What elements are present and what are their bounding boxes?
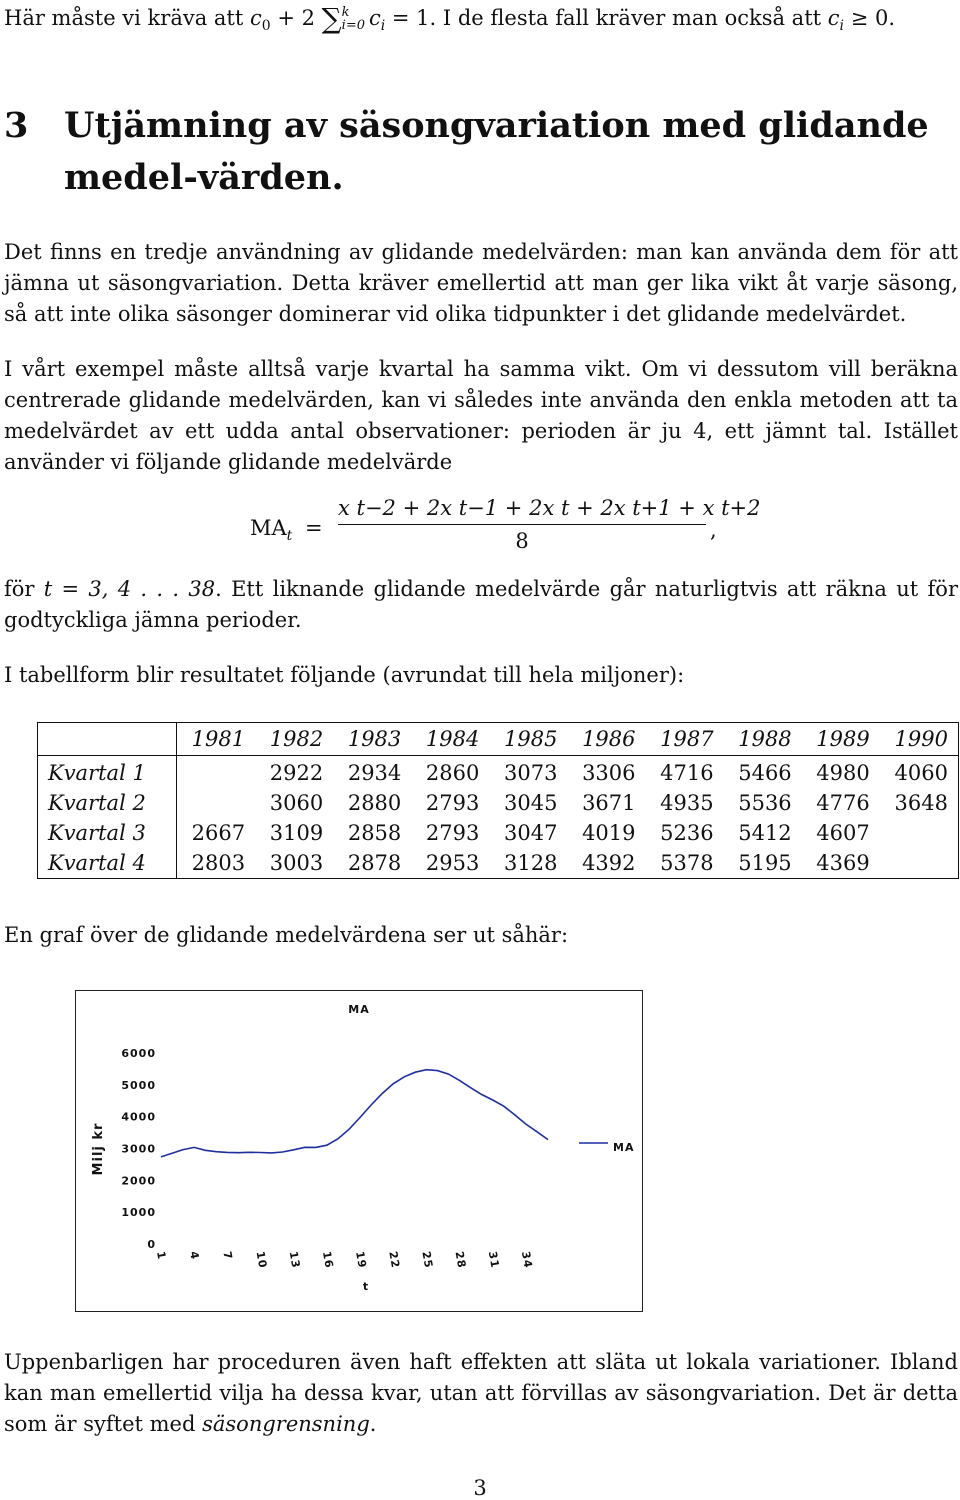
table-cell	[177, 756, 256, 789]
year-header-1987: 1987	[646, 723, 724, 756]
ma-chart-svg	[76, 991, 642, 1311]
paragraph-1: Det finns en tredje användning av glidande medelvärden: man kan använda dem för att jämna ut säsongvariation. Detta kräver emellertid att man ger lika vikt åt varje säsong, så att inte olika säsonger dominerar vid olika tidpunkter i det glidande medelvärdet.	[4, 240, 958, 326]
c0-subscript: 0	[261, 18, 271, 35]
y-tick-label: 4000	[121, 1110, 156, 1124]
paragraph-5: En graf över de glidande medelvärdena ser ut såhär:	[4, 923, 569, 947]
section-heading	[4, 100, 954, 204]
table-cell	[880, 818, 959, 848]
year-header-1983: 1983	[333, 723, 411, 756]
x-tick-label: 22	[386, 1250, 403, 1270]
row-label: Kvartal 1	[38, 756, 177, 789]
table-cell: 2878	[347, 851, 402, 875]
table-cell	[177, 788, 256, 818]
ci-symbol: c	[368, 6, 381, 30]
sum-symbol: ∑	[321, 2, 342, 35]
table-cell: 3047	[503, 821, 558, 845]
x-tick-label: 19	[353, 1250, 369, 1270]
table-cell: 3073	[503, 761, 558, 785]
quarterly-table	[37, 722, 959, 879]
year-header-1988: 1988	[724, 723, 802, 756]
year-header-1990: 1990	[880, 723, 959, 756]
x-tick-label: 16	[319, 1250, 336, 1270]
table-cell: 3045	[503, 791, 558, 815]
table-cell: 3109	[269, 821, 324, 845]
paragraph-3: för t = 3, 4 . . . 38. Ett liknande glidande medelvärde går naturligtvis att räkna ut för godtyckliga jämna perioder.	[4, 577, 958, 632]
table-cell: 4980	[816, 761, 870, 785]
x-tick-label: 13	[286, 1250, 303, 1270]
chart-title: MA	[348, 1003, 370, 1016]
x-tick-label: 28	[452, 1250, 469, 1270]
formula-equals: =	[305, 516, 323, 540]
year-header-1981: 1981	[177, 723, 256, 756]
section-number: 3	[4, 105, 29, 146]
table-cell: 4019	[582, 821, 636, 845]
row-label: Kvartal 4	[38, 848, 177, 879]
table-cell: 5378	[660, 851, 714, 875]
table-row	[38, 756, 959, 789]
page-number: 3	[473, 1476, 487, 1500]
year-header-1986: 1986	[567, 723, 645, 756]
table-row	[38, 788, 959, 818]
table-cell: 2934	[347, 761, 402, 785]
y-tick-label: 5000	[121, 1078, 156, 1092]
table-cell: 2858	[347, 821, 402, 845]
table-cell: 4369	[816, 851, 870, 875]
ma-chart	[75, 990, 643, 1312]
sum-lower: i=0	[341, 18, 365, 33]
formula-comma: ,	[710, 518, 717, 542]
table-cell: 5536	[738, 791, 792, 815]
year-header-1985: 1985	[489, 723, 567, 756]
ci2-symbol: c	[827, 6, 840, 30]
table-cell: 4776	[816, 791, 870, 815]
intro-line: Här måste vi kräva att $c_0 + 2$ ∑ k i=0 $c_i = 1$. I de flesta fall kräver man också att $c_i \ge 0$.	[4, 2, 895, 35]
table-cell: 2880	[347, 791, 402, 815]
ci2-subscript: i	[839, 18, 845, 35]
table-cell: 2667	[191, 821, 246, 845]
row-label: Kvartal 2	[38, 788, 177, 818]
y-tick-label: 1000	[121, 1206, 156, 1220]
emphasis-term: säsongrensning	[202, 1412, 370, 1436]
c0-symbol: c	[249, 6, 262, 30]
table-cell: 2793	[425, 791, 480, 815]
table-cell: 2860	[425, 761, 480, 785]
y-tick-label: 2000	[121, 1174, 156, 1188]
table-cell: 5412	[738, 821, 792, 845]
x-tick-label: 4	[187, 1250, 202, 1262]
ci-subscript: i	[380, 18, 386, 35]
table-row	[38, 818, 959, 848]
table-cell: 2953	[425, 851, 480, 875]
formula-lhs-subscript: t	[286, 528, 293, 545]
table-cell: 3003	[269, 851, 324, 875]
formula-denominator: 8	[515, 529, 529, 553]
paragraph-6: Uppenbarligen har proceduren även haft effekten att släta ut lokala variationer. Ibland kan man emellertid vilja ha dessa kvar, utan att förvillas av säsongvariation. Det är detta som är syftet med säsongrensning.	[4, 1350, 958, 1436]
sum-upper: k	[341, 5, 350, 20]
table-cell: 2803	[191, 851, 246, 875]
formula-numerator: x t−2 + 2x t−1 + 2x t + 2x t+1 + x t+2	[338, 496, 706, 525]
y-tick-label: 3000	[121, 1142, 156, 1156]
x-axis-label: t	[362, 1280, 370, 1293]
table-cell: 3648	[894, 791, 948, 815]
table-corner-cell	[38, 723, 177, 756]
formula-lhs: MA	[250, 516, 287, 540]
year-header-1984: 1984	[411, 723, 489, 756]
table-cell	[880, 848, 959, 879]
ma-series-line	[161, 1070, 548, 1157]
table-cell: 5466	[738, 761, 792, 785]
section-title: Utjämning av säsongvariation med glidande medel-värden.	[64, 105, 929, 198]
table-cell: 4392	[582, 851, 636, 875]
table-cell: 4607	[816, 821, 870, 845]
row-label: Kvartal 3	[38, 818, 177, 848]
x-tick-label: 1	[154, 1250, 169, 1262]
x-tick-label: 34	[518, 1250, 535, 1270]
y-axis-label: Milj kr	[91, 1122, 106, 1176]
year-header-1989: 1989	[802, 723, 880, 756]
t-range: t = 3, 4 . . . 38	[43, 577, 216, 601]
y-tick-label: 0	[147, 1238, 156, 1251]
table-cell: 2922	[269, 761, 324, 785]
x-tick-label: 10	[253, 1250, 270, 1270]
table-cell: 5236	[660, 821, 714, 845]
x-tick-label: 7	[220, 1250, 235, 1262]
table-cell: 3128	[503, 851, 558, 875]
table-cell: 5195	[738, 851, 792, 875]
table-cell: 3671	[582, 791, 636, 815]
table-cell: 3306	[582, 761, 636, 785]
x-tick-label: 31	[485, 1250, 502, 1270]
table-cell: 4935	[660, 791, 714, 815]
table-row	[38, 848, 959, 879]
paragraph-4: I tabellform blir resultatet följande (avrundat till hela miljoner):	[4, 663, 685, 687]
legend-label: MA	[613, 1141, 635, 1154]
table-cell: 2793	[425, 821, 480, 845]
paragraph-2: I vårt exempel måste alltså varje kvartal ha samma vikt. Om vi dessutom vill beräkna centrerade glidande medelvärden, kan vi således inte använda den enkla metoden att ta medelvärdet av ett udda antal observationer: perioden är ju 4, ett jämnt tal. Istället använder vi följande glidande medelvärde	[4, 357, 958, 474]
x-tick-label: 25	[419, 1250, 436, 1270]
table-cell: 3060	[269, 791, 324, 815]
year-header-1982: 1982	[255, 723, 333, 756]
table-cell: 4716	[660, 761, 714, 785]
table-cell: 4060	[894, 761, 948, 785]
table-header-row	[38, 723, 959, 756]
y-tick-label: 6000	[121, 1047, 156, 1060]
